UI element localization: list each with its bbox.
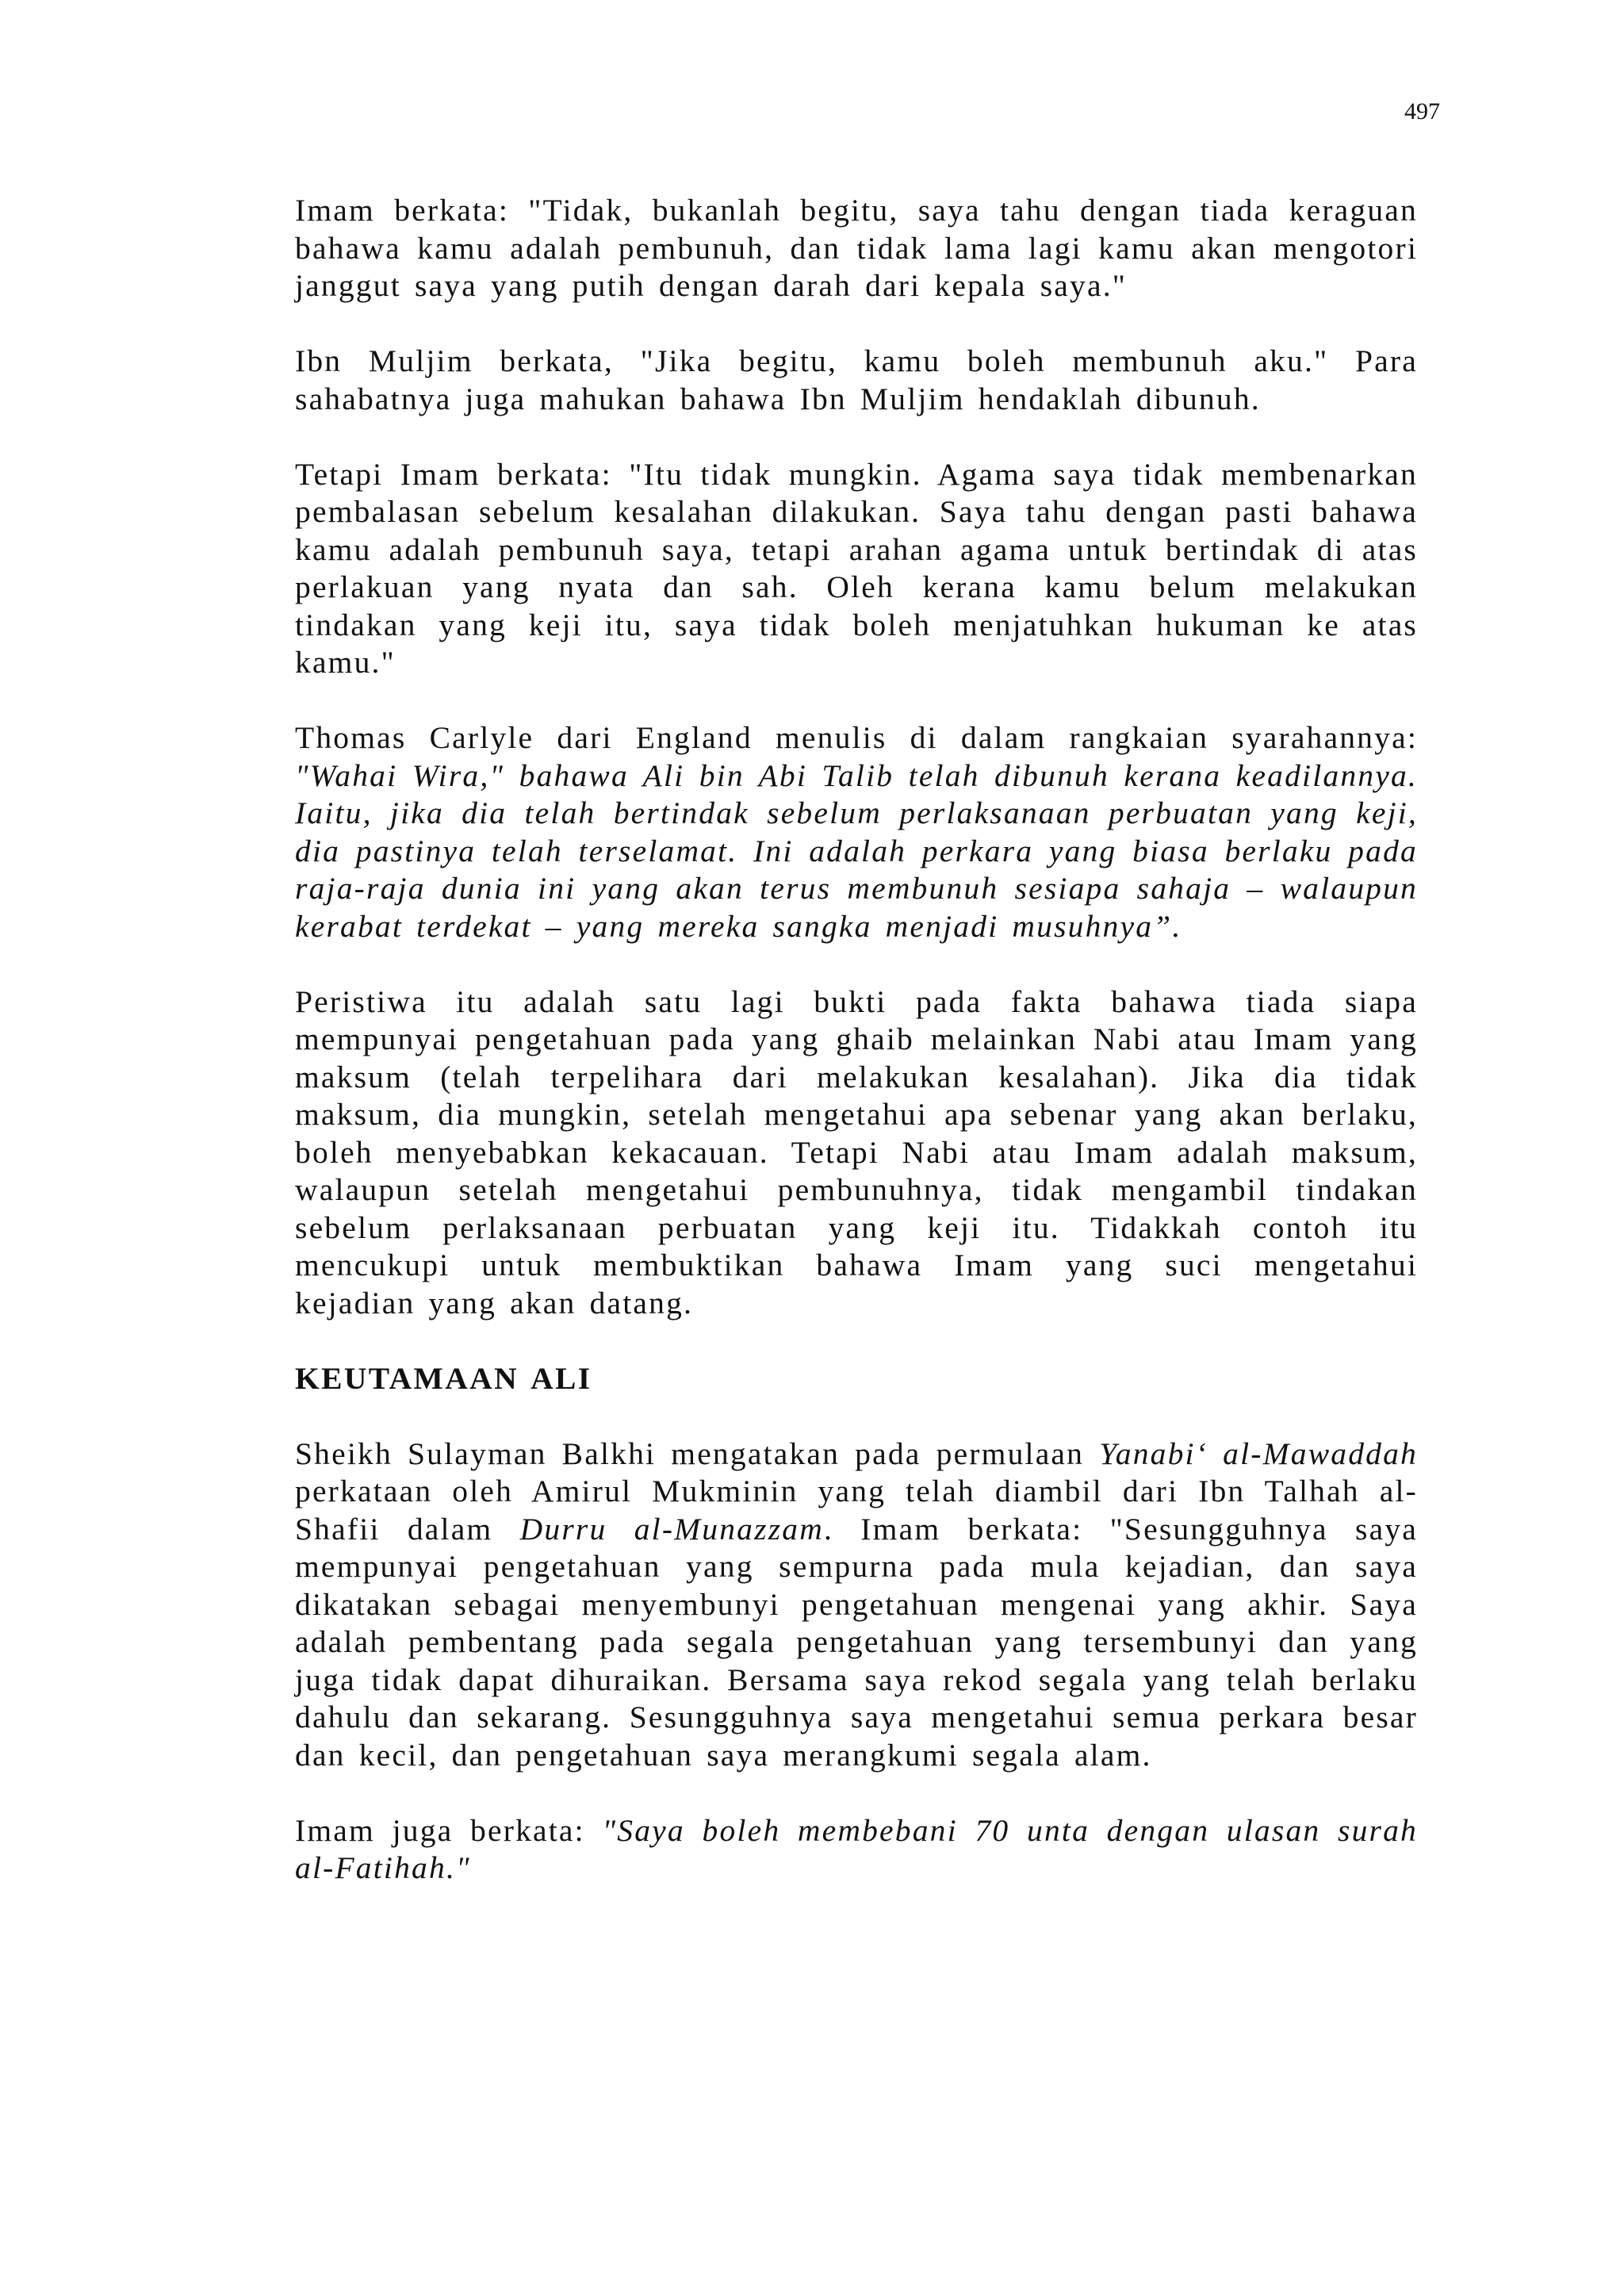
balkhi-text-b: perkataan oleh Amirul Mukminin yang telah diambil dari Ibn Talhah al-Shafii dalam [295, 1474, 1418, 1547]
paragraph-carlyle [295, 719, 1418, 945]
page-number: 497 [1404, 98, 1440, 125]
document-body [295, 192, 1418, 1888]
fatihah-quote: "Saya boleh membebani 70 unta dengan ulasan surah al-Fatihah." [295, 1812, 1418, 1885]
paragraph-ibn-muljim: Ibn Muljim berkata, "Jika begitu, kamu boleh membunuh aku." Para sahabatnya juga mahukan bahawa Ibn Muljim hendaklah dibunuh. [295, 343, 1418, 416]
paragraph-imam-refusal: Tetapi Imam berkata: "Itu tidak mungkin. Agama saya tidak membenarkan pembalasan sebelum kesalahan dilakukan. Saya tahu dengan pasti bahawa kamu adalah pembunuh saya, tetapi arahan agama untuk bertindak di atas perlakuan yang nyata dan sah. Oleh kerana kamu belum melakukan tindakan yang keji itu, saya tidak boleh menjatuhkan hukuman ke atas kamu." [295, 456, 1418, 680]
balkhi-text-a: Sheikh Sulayman Balkhi mengatakan pada permulaan [295, 1435, 1085, 1471]
balkhi-text-c: . Imam berkata: "Sesungguhnya saya mempunyai pengetahuan yang sempurna pada mula kejadian, dan saya dikatakan sebagai menyembunyi pengetahuan mengenai yang akhir. Saya adalah pembentang pada segala pengetahuan yang tersembunyi dan yang juga tidak dapat dihuraikan. Bersama saya rekod segala yang telah berlaku dahulu dan sekarang. Sesungguhnya saya mengetahui semua perkara besar dan kecil, dan pengetahuan saya merangkumi segala alam. [295, 1511, 1418, 1773]
paragraph-evidence: Peristiwa itu adalah satu lagi bukti pada fakta bahawa tiada siapa mempunyai pengetahuan pada yang ghaib melainkan Nabi atau Imam yang maksum (telah terpelihara dari melakukan kesalahan). Jika dia tidak maksum, dia mungkin, setelah mengetahui apa sebenar yang akan berlaku, boleh menyebabkan kekacauan. Tetapi Nabi atau Imam adalah maksum, walaupun setelah mengetahui pembunuhnya, tidak mengambil tindakan sebelum perlaksanaan perbuatan yang keji itu. Tidakkah contoh itu mencukupi untuk membuktikan bahawa Imam yang suci mengetahui kejadian yang akan datang. [295, 983, 1418, 1320]
book-title-durru: Durru al-Munazzam [519, 1511, 824, 1547]
paragraph-imam-reply: Imam berkata: "Tidak, bukanlah begitu, saya tahu dengan tiada keraguan bahawa kamu adalah pembunuh, dan tidak lama lagi kamu akan mengotori janggut saya yang putih dengan darah dari kepala saya." [295, 193, 1418, 303]
paragraph-fatihah [295, 1812, 1418, 1888]
book-title-yanabi: Yanabi‘ al-Mawaddah [1099, 1435, 1418, 1471]
fatihah-intro: Imam juga berkata: [295, 1812, 585, 1848]
section-heading: KEUTAMAAN ALI [295, 1360, 592, 1396]
paragraph-sulayman-balkhi [295, 1435, 1418, 1775]
carlyle-quote: "Wahai Wira," bahawa Ali bin Abi Talib telah dibunuh kerana keadilannya. Iaitu, jika dia telah bertindak sebelum perlaksanaan perbuatan yang keji, dia pastinya telah terselamat. Ini adalah perkara yang biasa berlaku pada raja-raja dunia ini yang akan terus membunuh sesiapa sahaja – walaupun kerabat terdekat – yang mereka sangka menjadi musuhnya”. [295, 757, 1418, 944]
carlyle-intro: Thomas Carlyle dari England menulis di dalam rangkaian syarahannya: [295, 720, 1418, 755]
